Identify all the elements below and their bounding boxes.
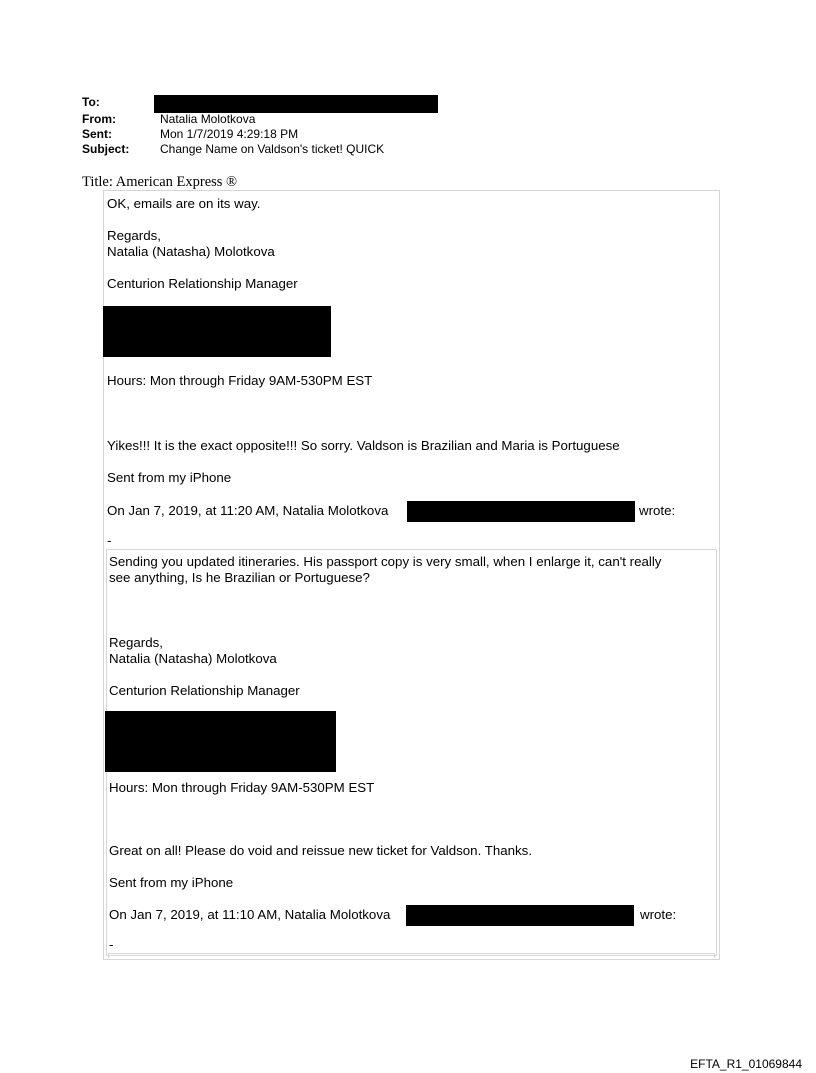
from-label: From: [82, 112, 116, 126]
message2-hours: Hours: Mon through Friday 9AM-530PM EST [109, 780, 375, 795]
message2-name: Natalia (Natasha) Molotkova [109, 651, 277, 666]
message1-line1: OK, emails are on its way. [107, 196, 261, 211]
reply2-dash: - [109, 937, 114, 952]
reply1-on-prefix: On Jan 7, 2019, at 11:20 AM, Natalia Molotkova [107, 503, 389, 518]
reply2-body: Great on all! Please do void and reissue new ticket for Valdson. Thanks. [109, 843, 533, 858]
redacted-signature-1 [103, 306, 331, 357]
redacted-recipient [154, 95, 438, 113]
reply2-on-prefix: On Jan 7, 2019, at 11:10 AM, Natalia Molotkova [109, 907, 391, 922]
message1-name: Natalia (Natasha) Molotkova [107, 244, 275, 259]
redacted-email-1 [407, 501, 635, 522]
reply1-dash: - [107, 533, 112, 548]
reply2-sent-from: Sent from my iPhone [109, 875, 234, 890]
sent-label: Sent: [82, 127, 112, 141]
reply2-wrote: wrote: [640, 907, 677, 922]
message2-role: Centurion Relationship Manager [109, 683, 300, 698]
reply1-sent-from: Sent from my iPhone [107, 470, 232, 485]
document-id: EFTA_R1_01069844 [690, 1057, 802, 1071]
message2-regards: Regards, [109, 635, 163, 650]
to-label: To: [82, 95, 100, 109]
message1-regards: Regards, [107, 228, 161, 243]
subject-label: Subject: [82, 142, 130, 156]
redacted-signature-2 [105, 711, 336, 772]
redacted-email-2 [406, 905, 634, 926]
message1-role: Centurion Relationship Manager [107, 276, 298, 291]
message2-line1: Sending you updated itineraries. His passport copy is very small, when I enlarge it, can't really [109, 554, 662, 569]
from-value: Natalia Molotkova [160, 112, 256, 126]
reply1-body: Yikes!!! It is the exact opposite!!! So sorry. Valdson is Brazilian and Maria is Portuguese [107, 438, 620, 453]
title-line: Title: American Express ® [82, 174, 238, 190]
sent-value: Mon 1/7/2019 4:29:18 PM [160, 127, 299, 141]
nested-message-box [108, 953, 715, 958]
subject-value: Change Name on Valdson's ticket! QUICK [160, 142, 385, 156]
message2-line2: see anything, Is he Brazilian or Portuguese? [109, 570, 370, 585]
message1-hours: Hours: Mon through Friday 9AM-530PM EST [107, 373, 373, 388]
reply1-wrote: wrote: [639, 503, 676, 518]
